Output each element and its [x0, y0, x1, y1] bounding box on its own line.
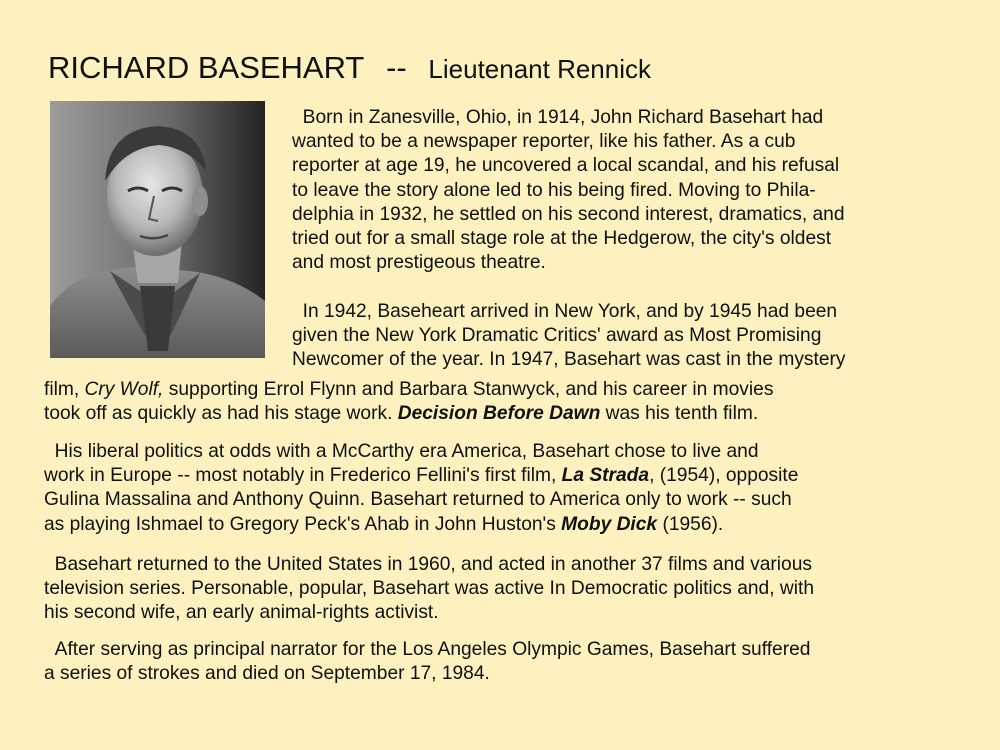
title-separator: -- — [386, 50, 407, 85]
character-role: Lieutenant Rennick — [428, 54, 652, 84]
paragraph-death: After serving as principal narrator for the Los Angeles Olympic Games, Basehart suffered a series of strokes and died on September 17, 1984. — [44, 639, 811, 685]
film-title: Moby Dick — [561, 513, 658, 535]
portrait-photo — [50, 101, 265, 358]
page-title — [48, 52, 651, 83]
paragraph-new-york: In 1942, Baseheart arrived in New York, and by 1945 had been given the New York Dramatic Critics' award as Most Promising Newcomer of the year. In 1947, Basehart was cast in the mystery — [292, 301, 846, 371]
film-title: Decision Before Dawn — [397, 403, 601, 425]
film-title: La Strada — [561, 465, 650, 487]
paragraph-new-york-continued: film, Cry Wolf, supporting Errol Flynn and Barbara Stanwyck, and his career in movies took off as quickly as had his stage work. Decision Before Dawn was his tenth film. — [44, 379, 774, 425]
paragraph-later-career: Basehart returned to the United States in 1960, and acted in another 37 films and various television series. Personable, popular, Basehart was active In Democratic politics and, with his second wife, an early animal-rights activist. — [44, 554, 815, 624]
paragraph-europe: His liberal politics at odds with a McCarthy era America, Basehart chose to live and work in Europe -- most notably in Frederico Fellini's first film, La Strada, (1954), opposite Gulina Massalina and Anthony Quinn. Basehart returned to America only to work -- such as playing Ishmael to Gregory Peck's Ahab in John Huston's Moby Dick (1956). — [44, 441, 799, 535]
paragraph-early-life: Born in Zanesville, Ohio, in 1914, John Richard Basehart had wanted to be a newspaper reporter, like his father. As a cub reporter at age 19, he uncovered a local scandal, and his refusal to leave the story alone led to his being fired. Moving to Phila- delphia in 1932, he settled on his second interest, dramatics, and tried out for a small stage role at the Hedgerow, the city's oldest and most prestigeous theatre. — [292, 107, 845, 274]
portrait-icon — [50, 101, 265, 358]
film-title: Cry Wolf, — [84, 379, 164, 400]
actor-name: RICHARD BASEHART — [48, 50, 365, 85]
